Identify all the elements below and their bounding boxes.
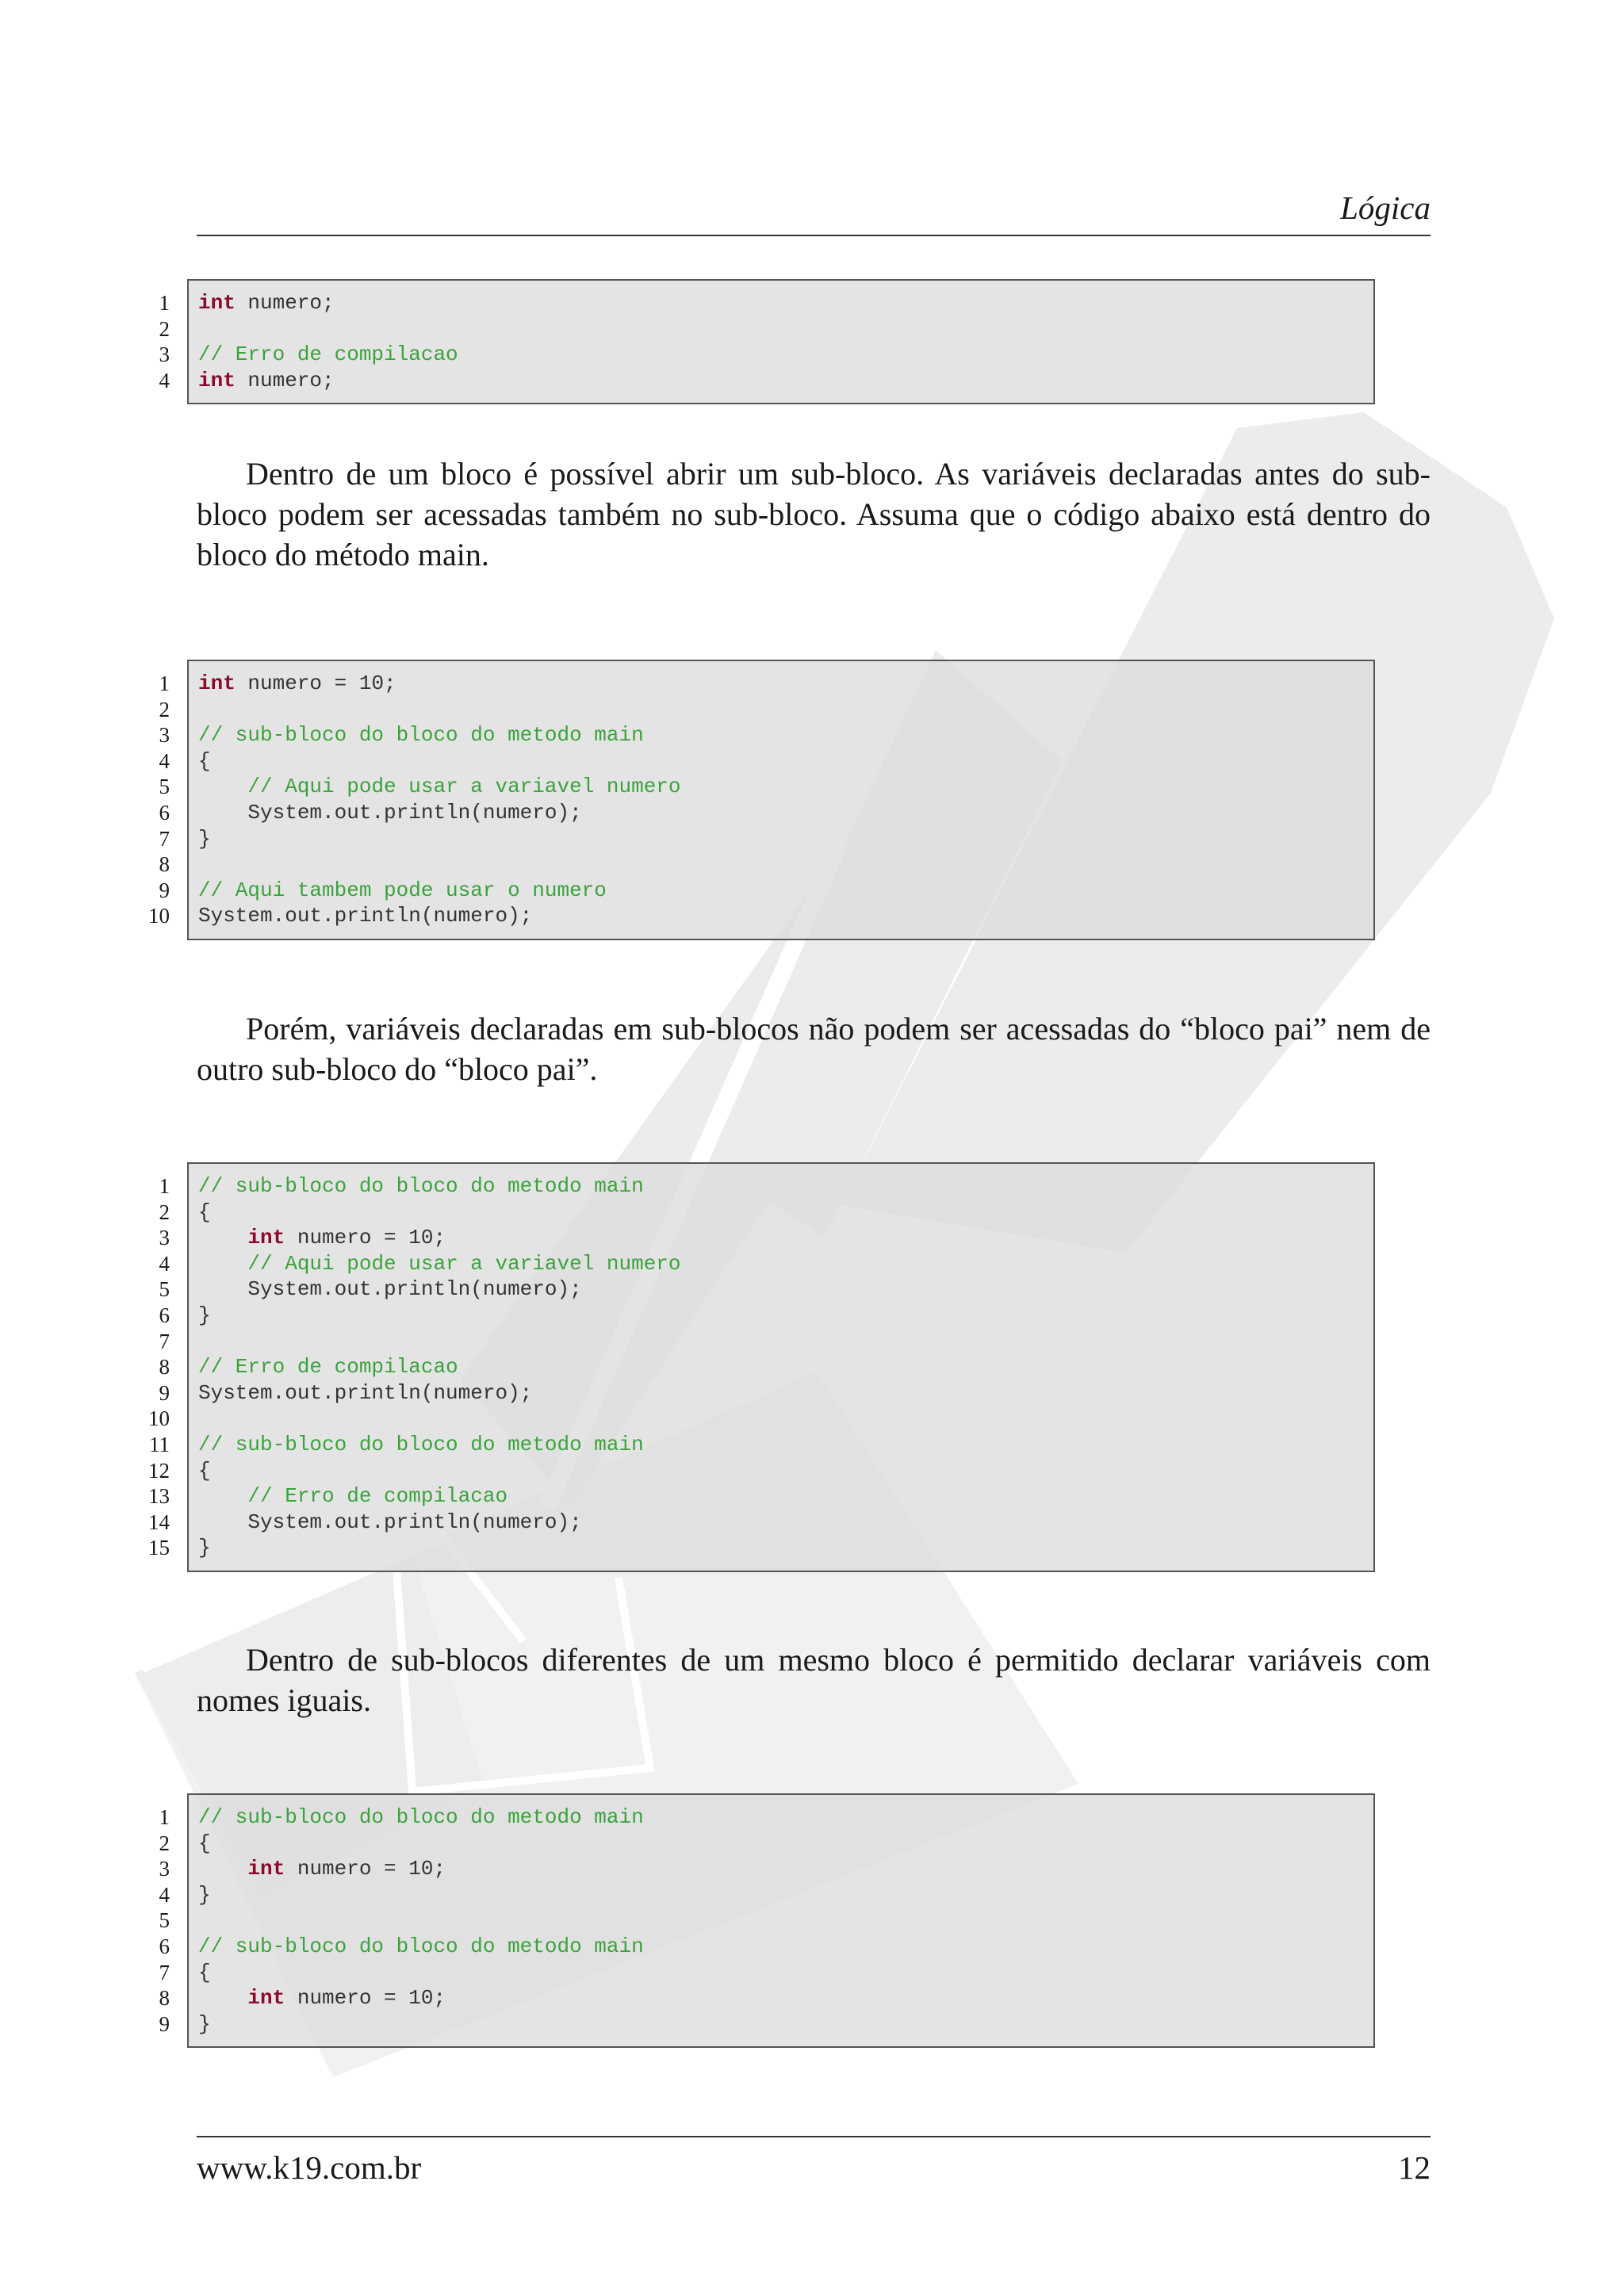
code-line [198,826,1373,852]
code-line [198,1329,1373,1355]
code-line [198,774,1373,800]
code-line [198,1535,1373,1561]
line-number: 10 [148,904,170,928]
line-numbers [143,290,170,393]
code-indent [198,1252,247,1276]
code-comment: // Aqui tambem pode usar o numero [198,878,607,902]
code-text: } [198,1303,211,1327]
line-number: 7 [159,1329,170,1353]
line-number: 6 [159,1303,170,1327]
line-number: 13 [148,1484,170,1509]
code-keyword: int [198,368,236,392]
code-keyword: int [247,1226,285,1250]
code-line [198,1225,1373,1251]
code-line [198,1934,1373,1960]
code-text: System.out.println(numero); [247,1510,582,1534]
code-text: numero = 10; [285,1857,446,1881]
code-text: } [198,2011,211,2036]
code-line [198,697,1373,723]
line-number: 10 [148,1406,170,1431]
code-comment: // sub-bloco do bloco do metodo main [198,1174,644,1198]
line-number: 3 [159,1226,170,1250]
code-indent [198,775,247,798]
code-comment: // Erro de compilacao [198,342,458,367]
code-box [187,660,1375,940]
code-comment: // sub-bloco do bloco do metodo main [198,1805,644,1829]
code-line [198,903,1373,929]
line-number: 2 [159,1831,170,1855]
line-number: 5 [159,775,170,799]
code-line [198,722,1373,748]
code-line [198,1908,1373,1934]
code-box [187,279,1375,404]
code-indent [198,801,247,825]
code-line [198,2011,1373,2038]
line-number: 3 [159,1857,170,1881]
code-line [198,368,1373,394]
code-text: numero; [235,291,335,315]
code-indent [198,1857,247,1881]
code-line [198,800,1373,826]
code-line [198,1985,1373,2011]
code-line [198,1483,1373,1510]
page-footer [197,2136,1431,2186]
code-line [198,748,1373,775]
code-comment: // Aqui pode usar a variavel numero [247,775,681,799]
line-number: 15 [148,1536,170,1560]
code-comment: // Aqui pode usar a variavel numero [247,1251,681,1276]
chapter-title: Lógica [1340,189,1431,226]
code-indent [198,1510,247,1534]
code-line [198,878,1373,904]
line-number: 11 [149,1432,170,1456]
line-number: 7 [159,1960,170,1984]
code-line [198,671,1373,697]
line-number: 9 [159,2011,170,2036]
line-number: 8 [159,1355,170,1380]
code-text: System.out.println(numero); [198,1380,533,1405]
code-indent [198,1986,247,2010]
line-number: 1 [159,1174,170,1198]
code-line [198,1406,1373,1432]
line-number: 12 [148,1458,170,1483]
line-numbers [143,1804,170,2037]
code-line [198,851,1373,878]
code-comment: // sub-bloco do bloco do metodo main [198,723,644,748]
line-number: 6 [159,800,170,825]
code-line [198,1804,1373,1831]
code-comment: // sub-bloco do bloco do metodo main [198,1934,644,1958]
code-box [187,1793,1375,2048]
code-keyword: int [247,1986,285,2011]
paragraph-3: Dentro de sub-blocos diferentes de um mesmo bloco é permitido declarar variáveis com nomes iguais. [197,1642,1431,1718]
line-number: 8 [159,1986,170,2011]
code-line [198,290,1373,316]
code-text: { [198,1960,211,1984]
code-line [198,1380,1373,1406]
line-numbers [143,671,170,929]
code-indent [198,1226,247,1249]
line-number: 9 [159,1380,170,1405]
line-number: 2 [159,316,170,341]
code-comment: // Erro de compilacao [247,1484,508,1509]
code-indent [198,1277,247,1301]
line-number: 1 [159,1805,170,1829]
code-box [187,1162,1375,1572]
code-text: { [198,748,211,773]
code-text: } [198,1536,211,1560]
code-comment: // sub-bloco do bloco do metodo main [198,1432,644,1456]
line-number: 5 [159,1908,170,1933]
paragraph-1: Dentro de um bloco é possível abrir um sub-bloco. As variáveis declaradas antes do sub-bloco podem ser acessadas também no sub-bloco. Assuma que o código abaixo está dentro do bloco do método main. [197,456,1431,572]
code-line [198,1856,1373,1882]
code-line [198,1200,1373,1226]
code-text: System.out.println(numero); [198,904,533,928]
line-number: 1 [159,291,170,315]
line-number: 2 [159,697,170,721]
line-number: 4 [159,368,170,392]
code-comment: // Erro de compilacao [198,1355,458,1380]
line-number: 2 [159,1200,170,1224]
code-line [198,1458,1373,1484]
line-number: 6 [159,1934,170,1958]
code-text: { [198,1200,211,1224]
line-number: 8 [159,852,170,877]
line-number: 3 [159,342,170,367]
line-number: 5 [159,1277,170,1302]
line-number: 9 [159,878,170,902]
code-keyword: int [247,1857,285,1881]
line-number: 4 [159,1882,170,1907]
code-keyword: int [198,291,236,315]
line-number: 7 [159,826,170,851]
code-text: { [198,1458,211,1483]
code-line [198,342,1373,368]
code-keyword: int [198,672,236,695]
line-number: 4 [159,1251,170,1276]
code-text: System.out.println(numero); [247,1277,582,1302]
code-line [198,1251,1373,1277]
code-text: numero = 10; [285,1986,446,2011]
paragraph-2: Porém, variáveis declaradas em sub-blocos não podem ser acessadas do “bloco pai” nem de outro sub-bloco do “bloco pai”. [197,1011,1431,1087]
code-line [198,1510,1373,1536]
code-line [198,1173,1373,1200]
code-text: { [198,1831,211,1855]
code-line [198,1432,1373,1458]
code-line [198,1960,1373,1986]
code-line [198,1276,1373,1303]
page-number: 12 [1398,2149,1431,2186]
code-line [198,1303,1373,1329]
line-number: 4 [159,748,170,773]
code-text: System.out.println(numero); [247,800,582,825]
site-url: www.k19.com.br [197,2149,422,2186]
line-number: 1 [159,672,170,695]
code-line [198,1831,1373,1857]
code-text: } [198,1882,211,1907]
code-text: numero; [235,368,335,392]
code-text: numero = 10; [235,672,396,695]
page-header [197,189,1431,236]
code-text: numero = 10; [285,1226,446,1250]
code-line [198,1882,1373,1908]
line-number: 14 [148,1510,170,1534]
line-number: 3 [159,723,170,748]
code-indent [198,1484,247,1508]
line-numbers [143,1173,170,1561]
code-text: } [198,826,211,851]
code-line [198,316,1373,342]
code-line [198,1354,1373,1380]
